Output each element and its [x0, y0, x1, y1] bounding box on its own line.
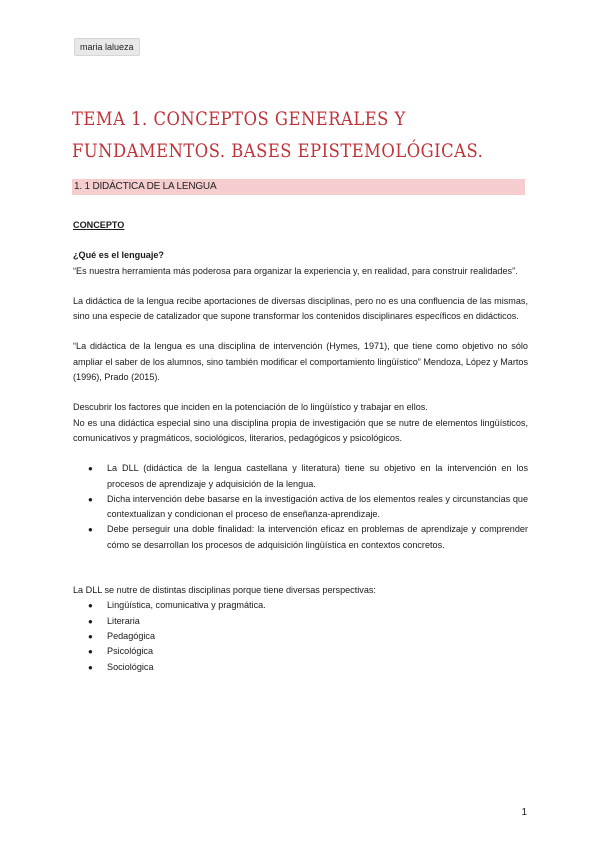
list-item: ● Dicha intervención debe basarse en la investigación activa de los elementos reales y circunstancias que contextualizan y condicionan el proceso de enseñanza-aprendizaje.: [88, 493, 528, 520]
list-item: ● Literaria: [73, 614, 528, 629]
paragraph: Descubrir los factores que inciden en la potenciación de lo lingüístico y trabajar en ellos.: [73, 402, 428, 413]
author-tag: maria lalueza: [74, 38, 140, 56]
list-item: ● Pedagógica: [73, 629, 528, 644]
paragraph: La DLL se nutre de distintas disciplinas porque tiene diversas perspectivas:: [73, 585, 376, 596]
list-item: ● Lingüística, comunicativa y pragmática.: [73, 598, 528, 613]
list-item: ● Psicológica: [73, 644, 528, 659]
bullet-icon: ●: [88, 525, 93, 535]
section-heading: 1. 1 DIDÁCTICA DE LA LENGUA: [72, 179, 525, 195]
bullet-icon: ●: [88, 662, 93, 672]
bullet-list: [73, 598, 528, 674]
quote: “La didáctica de la lengua es una disciplina de intervención (Hymes, 1971), que tiene como objetivo no sólo ampliar el saber de los alumnos, sino también modificar el comportamiento lingüístico” Mendoza, López y Martos (1996), Prado (2015).: [73, 341, 528, 383]
bullet-icon: ●: [88, 616, 93, 626]
bullet-icon: ●: [88, 631, 93, 641]
list-item: ● La DLL (didáctica de la lengua castellana y literatura) tiene su objetivo en la intervención en los procesos de aprendizaje y adquisición de la lengua.: [88, 463, 528, 489]
bullet-icon: ●: [88, 494, 93, 504]
list-item: ● Debe perseguir una doble finalidad: la intervención eficaz en problemas de aprendizaje y comprender cómo se desarrollan los procesos de adquisición lingüística en contextos concretos.: [88, 524, 528, 550]
bullet-icon: ●: [88, 464, 93, 474]
paragraph: La didáctica de la lengua recibe aportaciones de diversas disciplinas, pero no es una confluencia de las mismas, sino una especie de catalizador que supone transformar los contenidos disciplinares específicos en didácticos.: [73, 295, 528, 322]
bullet-icon: ●: [88, 647, 93, 657]
page-number: 1: [521, 807, 527, 818]
bullet-icon: ●: [88, 601, 93, 611]
bullet-list: [73, 461, 528, 553]
concept-heading: CONCEPTO: [73, 220, 125, 230]
question-answer: “Es nuestra herramienta más poderosa para organizar la experiencia y, en realidad, para construir realidades”.: [73, 265, 518, 276]
page-title: TEMA 1. CONCEPTOS GENERALES Y FUNDAMENTOS. BASES EPISTEMOLÓGICAS.: [72, 108, 484, 162]
question: ¿Qué es el lenguaje?: [73, 250, 164, 261]
document-body: [73, 218, 528, 675]
list-item: ● Sociológica: [73, 660, 528, 675]
paragraph: No es una didáctica especial sino una disciplina propia de investigación que se nutre de elementos lingüísticos, comunicativos y pragmáticos, sociológicos, literarios, pedagógicos y psicológicos.: [73, 417, 528, 443]
